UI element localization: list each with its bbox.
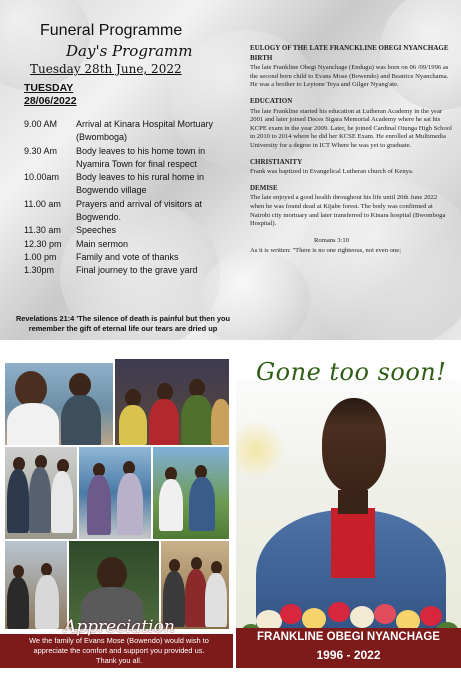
memorial-portrait (236, 380, 461, 632)
schedule-desc: Main sermon (76, 238, 129, 249)
photo-5 (152, 446, 230, 540)
photo-4 (78, 446, 152, 540)
programme-header (16, 22, 238, 108)
photo-6 (4, 540, 68, 630)
life-years: 1996 - 2022 (316, 648, 381, 662)
schedule-row (24, 238, 234, 251)
schedule-time: 9.00 AM (24, 119, 58, 129)
romans-reference: Romans 3:10 (314, 236, 349, 244)
schedule-time: 9.30 Am (24, 145, 58, 156)
programme-date: Tuesday 28th June, 2022 (30, 62, 182, 76)
eulogy-heading: EULOGY OF THE LATE FRANCKLINE OBEGI NYANCHAGE (250, 44, 449, 52)
appreciation-title: Appreciation (64, 617, 175, 637)
programme-panel (0, 0, 461, 340)
schedule-time: 1.30pm (24, 265, 55, 276)
bible-verse: Revelations 21:4 'The silence of death is painful but then you remember the gift of eternal life our tears are dried up (15, 314, 231, 333)
photo-1 (4, 362, 114, 446)
schedule-time: 1.00 pm (24, 251, 57, 262)
demise-text: The late enjoyed a good health throughout his life until 20th June 2022 when he was found dead at Kijabe forest. The body was confirmed at Nairobi city mortuary and later transferred to Kinara hospital (Bwomboga Hospital). (250, 194, 446, 228)
schedule-desc: Speeches (76, 225, 117, 236)
schedule-desc: Prayers and arrival of visitors at Bogwendo. (76, 198, 203, 223)
birth-text: The late Frankline Obegi Nyanchage (Endugu) was born on 06 /09/1996 as the second born child to Evans Mose (Bowendo) and Beatrice Nyanchama. He was a brother to Leytone Teya and Gilger Nyang'ate. (250, 64, 449, 89)
schedule-time: 11.30 am (24, 225, 61, 236)
schedule-list (24, 118, 234, 278)
photo-3 (4, 446, 78, 540)
schedule-row (24, 145, 234, 172)
programme-title: Funeral Programme (40, 22, 183, 39)
schedule-time: 11.00 am (24, 198, 61, 209)
schedule-desc: Body leaves to his home town in Nyamira Town for final respect (76, 145, 206, 169)
deceased-name: FRANKLINE OBEGI NYANCHAGE (257, 631, 440, 643)
schedule-row (24, 118, 234, 145)
birth-heading: BIRTH (250, 53, 273, 62)
christianity-heading: CHRISTIANITY (250, 157, 303, 166)
schedule-desc: Body leaves to his rural home in Bogwendo village (76, 172, 205, 196)
scripture-quote: As it is written: "There is no one righteous, not even one; (250, 247, 402, 255)
schedule-row (24, 171, 234, 198)
day-label: TUESDAY (24, 82, 74, 94)
gone-too-soon-heading: Gone too soon! (256, 358, 447, 386)
christianity-text: Frank was baptized in Evangelical Lutheran church of Kenya. (250, 168, 414, 176)
education-heading: EDUCATION (250, 96, 293, 105)
photo-2 (114, 358, 230, 446)
day-date: 28/06/2022 (24, 95, 77, 107)
schedule-time: 10.00am (24, 172, 60, 183)
schedule-desc: Family and vote of thanks (76, 251, 179, 262)
schedule-row (24, 198, 234, 225)
appreciation-text: We the family of Evans Mose (Bowendo) would wish to appreciate the comfort and support you provided us. Thank you all. (29, 636, 209, 665)
schedule-row (24, 224, 234, 237)
schedule-desc: Arrival at Kinara Hospital Mortuary (Bwomboga) (76, 119, 214, 143)
schedule-desc: Final journey to the grave yard (76, 265, 198, 276)
demise-heading: DEMISE (250, 183, 278, 192)
eulogy-column (250, 44, 452, 256)
programme-subtitle: Day's Programm (66, 42, 193, 60)
education-text: The late Frankline started his education at Lutheran Academy in the year 2001 and later joined Deces Sigara Memorial Academy where he sat his KCPE exam in the year 2009. Later, he joined Cardinal Otunga High School in 2010 to 2014 where he did her KCSE Exam. He enrolled at Multimedia University for a degree in ICT Where he was yet to graduate. (250, 107, 452, 149)
schedule-row (24, 264, 234, 277)
schedule-row (24, 251, 234, 264)
schedule-time: 12.30 pm (24, 238, 62, 249)
